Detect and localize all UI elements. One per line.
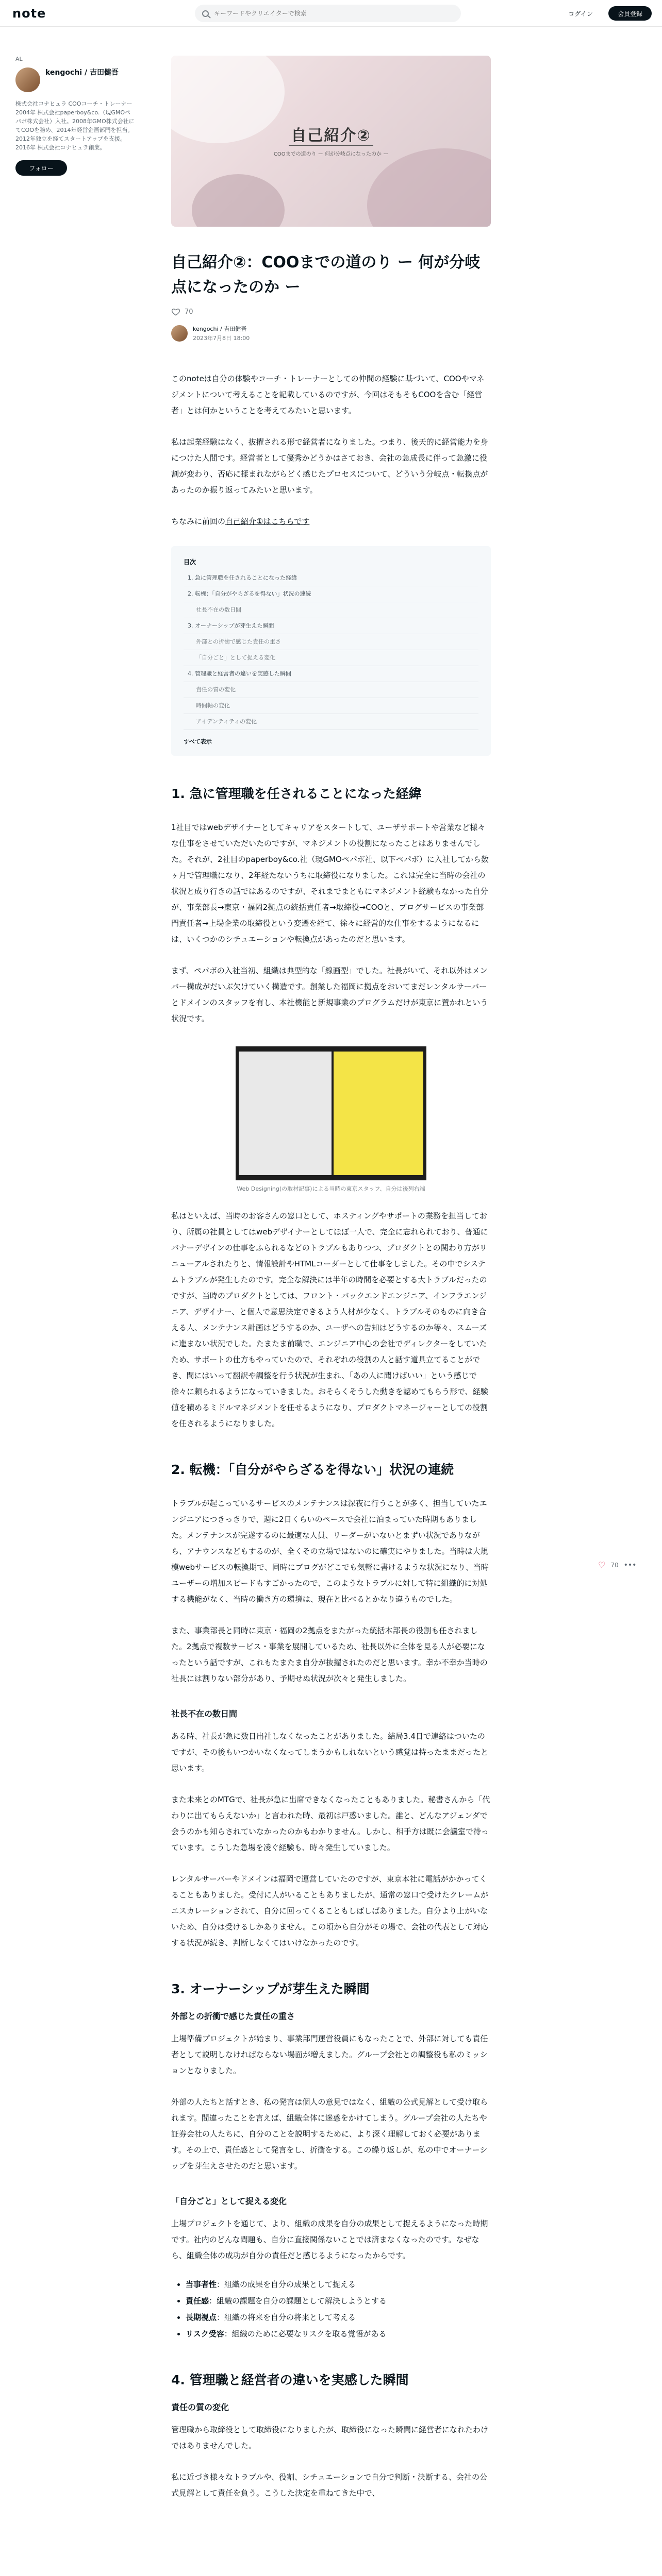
hero-decoration — [367, 148, 491, 227]
magazine-photo[interactable] — [236, 1046, 426, 1180]
article — [171, 56, 491, 2501]
floating-like-count[interactable]: 70 — [610, 1561, 619, 1569]
signup-button[interactable]: 会員登録 — [608, 6, 652, 21]
hero-subtitle: COOまでの道のり ー 何が分岐点になったのか ー — [273, 151, 389, 157]
toc-item[interactable]: 時間軸の変化 — [184, 698, 478, 714]
like-bar — [171, 307, 491, 316]
toc-item[interactable]: アイデンティティの変化 — [184, 714, 478, 730]
section-2-heading: 2. 転機：「自分がやらざるを得ない」状況の連続 — [171, 1462, 454, 1477]
magazine-figure — [236, 1046, 426, 1193]
toc-item[interactable]: 4. 管理職と経営者の違いを実感した瞬間 — [184, 666, 478, 682]
heart-icon[interactable] — [171, 307, 180, 316]
list-item: • 責任感：組織の課題を自分の課題として解決しようとする — [186, 2293, 491, 2309]
intro-paragraph-2: 私は起業経験はなく、抜擢される形で経営者になりました。つまり、後天的に経営能力を身につけた人間です。経営者として優秀かどうかはさておき、会社の急成長に伴って急激に役割が変わり、否応に揉まれながらどく感じたプロセスについて、どういう分岐点・転換点があったのか振り返ってみたいと思います。 — [171, 437, 488, 495]
figure-caption: Web Designing(の取材記事)による当時の東京スタッフ、自分は後列右端 — [237, 1185, 425, 1192]
section-1-paragraph: 1社目ではwebデザイナーとしてキャリアをスタートして、ユーザサポートや営業など様々な仕事をさせていただいたのですが、マネジメントの役割になったことはありませんでした。それが、2社目のpaperboy&co.社（現GMOペパボ社、以下ペパボ）に入社してから数ヶ月で管理職になり、2年経たないうちに取締役になりました。これは完全に当時の会社の状況と成り行きの話ではあるのですが、それまでまともにマネジメント経験もなかった自分が、事業部長→東京・福岡2拠点の統括責任者→取締役→COOと、ブログサービスの事業部門責任者→上場企業の取締役という変遷を経て、徐々に経営的な仕事をするようになるには、いくつかのシチュエーションや転換点があったのだと思います。 — [171, 823, 489, 944]
author-sidebar — [15, 56, 139, 176]
section-4-heading: 4. 管理職と経営者の違いを実感した瞬間 — [171, 2372, 409, 2387]
section-3-subheading: 「自分ごと」として捉える変化 — [171, 2196, 287, 2206]
publish-date: 2023年7月8日 18:00 — [193, 335, 250, 342]
section-3-heading: 3. オーナーシップが芽生えた瞬間 — [171, 1981, 370, 1996]
intro-prefix: ちなみに前回の — [171, 517, 226, 526]
meta-author-name[interactable]: kengochi / 吉田健吾 — [193, 326, 247, 332]
toc-item[interactable]: 責任の質の変化 — [184, 682, 478, 698]
article-meta — [171, 325, 491, 342]
list-item: • リスク受容：組織のために必要なリスクを取る覚悟がある — [186, 2326, 491, 2342]
section-1-heading: 1. 急に管理職を任されることになった経緯 — [171, 786, 422, 801]
search-box[interactable] — [195, 5, 461, 22]
section-2-paragraph: また未来とのMTGで、社長が急に出席できなくなったこともありました。秘書さんから「代わりに出てもらえないか」と言われた時、最初は戸惑いました。誰と、どんなアジェンダで会うのかも知らされていなかったのかもわかりません。しかし、相手方は既に会議室で待っています。こうした急場を凌ぐ経験も、時々発生していました。 — [171, 1795, 490, 1852]
author-avatar[interactable] — [15, 67, 40, 92]
intro-paragraph-1: このnoteは自分の体験やコーチ・トレーナーとしての仲間の経験に基づいて、COOやマネジメントについて考えることを記載しているのですが、今回はそもそもCOOを含む「経営者」とは何かということを考えてみたいと思います。 — [171, 374, 485, 415]
hero-title: 自己紹介② — [291, 127, 371, 145]
section-1-paragraph: 私はといえば、当時のお客さんの窓口として、ホスティングやサポートの業務を担当しており、所属の社員としてはwebデザイナーとしてほぼ一人で、完全に忘れられており、普通にバナーデザインの仕事をふられるなどのトラブルもありつつ、プロダクトとの関わり方がリニューアルされたりと、情報設計やHTMLコーダーとして仕事をしました。その中でシステムトラブルが発生したのです。完全な解決には半年の時間を必要とする大トラブルだったのですが、当時のプロダクトとしては、フロント・バックエンドエンジニア、インフラエンジニア、デザイナー、と個人で意思決定できるよう人材が少なく、トラブルそのものに向き合える人、メンテナンス計画はどうするのか、ユーザへの告知はどうするのか等々、スムーズに進まない状況でした。たまたま前職で、エンジニア中心の会社でディレクターをしていたため、サポートの仕方もやっていたので、それぞれの役割の人と話す道具立てることができ、間にはいって翻訳や調整を行う状況が生まれ、「あの人に聞けばいい」という感じで徐々に頼られるようになっていきました。おそらくそうした動きを認めてもらう形で、経験値を積めるミドルマネジメントを任せるようになり、プロダクトマネージャーとしての役割を任されるようになりました。 — [171, 1211, 488, 1428]
photo-left-page — [239, 1052, 332, 1175]
toc-item[interactable]: 1. 急に管理職を任されることになった経緯 — [184, 570, 478, 586]
toc-item[interactable]: 「自分ごと」として捉える変化 — [184, 650, 478, 666]
author-name[interactable]: kengochi / 吉田健吾 — [45, 69, 119, 77]
ownership-list — [171, 2276, 491, 2342]
table-of-contents — [171, 546, 491, 756]
list-item: • 長期視点：組織の将来を自分の将来として考える — [186, 2309, 491, 2326]
login-button[interactable]: ログイン — [560, 6, 601, 21]
author-row[interactable] — [15, 67, 139, 92]
section-4-subheading: 責任の質の変化 — [171, 2402, 229, 2412]
toc-item[interactable]: 社長不在の数日間 — [184, 602, 478, 618]
more-options-icon[interactable]: ••• — [623, 1561, 637, 1569]
follow-button[interactable]: フォロー — [15, 160, 67, 176]
section-1-paragraph: まず、ペパボの入社当初、組織は典型的な「線画型」でした。社長がいて、それ以外はメンバー構成がだいぶ欠けていく構造です。創業した福岡に拠点をおいてまだレンタルサーバーとドメインのスタッフを有し、本社機能と新規事業のプログラムだけが東京に置かれという状況です。 — [171, 966, 488, 1023]
toc-item[interactable]: 3. オーナーシップが芽生えた瞬間 — [184, 618, 478, 634]
section-4-paragraph: 管理職から取締役として取締役になりましたが、取締役になった瞬間に経営者になれたわけではありませんでした。 — [171, 2425, 489, 2450]
like-count[interactable]: 70 — [185, 308, 193, 316]
toc-show-all-button[interactable]: すべて表示 — [184, 738, 212, 745]
author-avatar-small[interactable] — [171, 325, 188, 342]
section-2-subheading: 社長不在の数日間 — [171, 1709, 238, 1719]
section-2-paragraph: また、事業部長と同時に東京・福岡の2拠点をまたがった統括本部長の役割も任されました。2拠点で複数サービス・事業を展開しているため、社長以外に全体を見る人が必要になったという話ですが、これもたまたま自分が抜擢されたのだと思います。幸か不幸か当時の社長には割りない部分があり、予期せぬ状況が次々と発生しました。 — [171, 1626, 488, 1683]
section-2-paragraph: ある時、社長が急に数日出社しなくなったことがありました。結局3.4日で連絡はついたのですが、その後もいつかいなくなってしまうかもしれないという感覚は持ったままだったと思います。 — [171, 1732, 489, 1773]
photo-right-page — [334, 1052, 423, 1175]
toc-item[interactable]: 2. 転機：「自分がやらざるを得ない」状況の連続 — [184, 586, 478, 602]
section-2-paragraph: レンタルサーバーやドメインは福岡で運営していたのですが、東京本社に電話がかかってくることもありました。受付に人がいることもありましたが、通常の窓口で受けたクレームがエスカレーションされて、自分に回ってくることもしばしばありました。自分より上がいないため、自分は受けるしかありません。この頃から自分がその場で、会社の代表として対応する状況が続き、判断しなくてはいけなかったのです。 — [171, 1874, 489, 1947]
top-bar — [0, 0, 662, 27]
section-4-paragraph: 私に近づき様々なトラブルや、役割、シチュエーションで自分で判断・決断する、会社の公式見解として責任を負う。こうした決定を重ねてきた中で、 — [171, 2472, 488, 2498]
article-title: 自己紹介②：COOまでの道のり ー 何が分岐点になったのか ー — [171, 253, 481, 296]
toc-heading: 目次 — [184, 558, 196, 566]
section-3-paragraph: 上場準備プロジェクトが始まり、事業部門運営役員にもなったことで、外部に対しても責任者として説明しなければならない場面が増えました。グループ会社との調整役も私のミッションとなりました。 — [171, 2034, 488, 2075]
section-3-paragraph: 外部の人たちと話すとき、私の発言は個人の意見ではなく、組織の公式見解として受け取られます。間違ったことを言えば、組織全体に迷惑をかけてしまう。グループ会社の人たちや証券会社の人たちに、自分のことを説明するために、より深く理解しておく必要があります。その上で、責任感として発言をし、折衝をする。この繰り返しが、私の中でオーナーシップを芽生えさせたのだと思います。 — [171, 2097, 488, 2171]
author-bio: 株式会社コナヒュラ COOコーチ・トレーナー 2004年 株式会社paperboy&co.（現GMOペパボ株式会社）入社。2008年GMO株式会社にてCOOを務め、2014年経営企画部門を担当。2012年独立を経てスタートアップを支援。2016年 株式会社コナヒュラ創業。 — [15, 100, 135, 151]
search-icon — [202, 10, 209, 17]
section-2-paragraph: トラブルが起こっているサービスのメンテナンスは深夜に行うことが多く、担当していたエンジニアにつきっきりで、週に2日くらいのペースで会社に泊まっていた時期もありました。メンテナンスが完遂するのに最適な人員、リーダーがいないとまずい状況でありながら、アナウンスなどもするのが、全くその立場ではないのに確実にやりました。当時は大規模webサービスの転換期で、同時にブログがどこでも気軽に書けるような状況になり、当時ユーザーの増加スピードもすごかったので、このようなトラブルに対して特に組織的に対処する機能がなく、当時の働き方の環境は、現在と比べるとかなり違うものでした。 — [171, 1499, 489, 1604]
previous-article-link[interactable]: 自己紹介①はこちらです — [225, 517, 310, 526]
magazine-label: AL — [15, 56, 23, 62]
hero-image — [171, 56, 491, 227]
hero-decoration — [192, 174, 285, 227]
floating-actions — [598, 1560, 636, 1570]
list-item: • 当事者性：組織の成果を自分の成果として捉える — [186, 2276, 491, 2293]
section-3-subheading: 外部との折衝で感じた責任の重さ — [171, 2011, 295, 2021]
intro-paragraph-3 — [171, 514, 491, 530]
hero-divider — [289, 145, 373, 146]
search-input[interactable] — [214, 10, 431, 17]
floating-heart-icon[interactable]: ♡ — [598, 1560, 606, 1570]
note-logo[interactable]: note — [12, 6, 46, 21]
toc-item[interactable]: 外部との折衝で感じた責任の重さ — [184, 634, 478, 650]
section-3-paragraph: 上場プロジェクトを通じて、より、組織の成果を自分の成果として捉えるようになった時期です。社内のどんな問題も、自分に直接関係ないことでは済まなくなったのです。なぜなら、組織全体の成功が自分の責任だと感じるようになったからです。 — [171, 2219, 488, 2260]
